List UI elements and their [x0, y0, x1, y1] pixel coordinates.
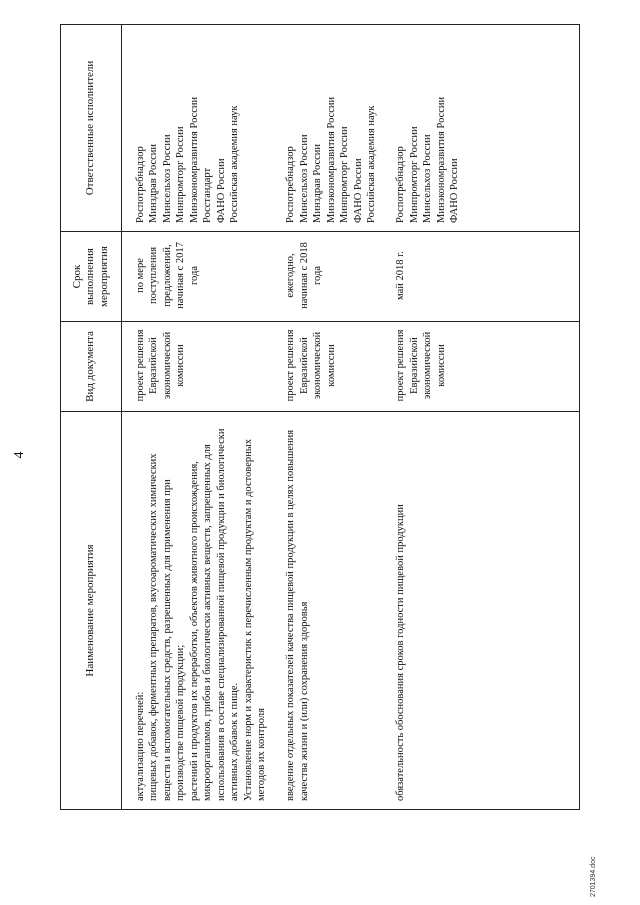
executor: Минсельхоз России [422, 134, 434, 223]
executor: Минпромторг России [339, 126, 351, 223]
header-deadline: Срок выполнения мероприятия [61, 232, 122, 322]
executor: ФАНО России [215, 158, 227, 223]
measure-text: введение отдельных показателей качества пищевой продукции в целях повышения качества жизни и (или) сохранения здоровья [285, 429, 310, 801]
executors-cell [388, 25, 580, 232]
executor: ФАНО России [352, 158, 364, 223]
executors-cell [122, 25, 279, 232]
deadline-cell: по мере поступления предложений, начиная с 2017 года [122, 232, 279, 322]
measure-text: пищевых добавок, ферментных препаратов, вкусоароматических химических веществ и вспомогательных средств, разрешенных для применения при производстве пищевой продукции; [148, 453, 187, 801]
document-type-cell: проект решения Евразийской экономической комиссии [122, 322, 279, 412]
document-type-cell: проект решения Евразийской экономической комиссии [388, 322, 580, 412]
table-header-row [61, 25, 122, 810]
executor: Роспотребнадзор [135, 146, 146, 223]
executor: Минсельхоз России [161, 134, 173, 223]
header-executors: Ответственные исполнители [61, 25, 122, 232]
table-row [278, 25, 388, 810]
measure-name-cell [278, 412, 388, 810]
executor: ФАНО России [449, 158, 461, 223]
executor: Роспотребнадзор [285, 146, 297, 223]
deadline-cell: ежегодно, начиная с 2018 года [278, 232, 388, 322]
executor: Российская академия наук [366, 105, 377, 223]
measure-text: Установление норм и характеристик к перечисленным продуктам и достоверных методов их контроля [242, 438, 267, 801]
executor: Роспотребнадзор [395, 146, 407, 223]
executor: Минэкономразвития России [435, 96, 447, 223]
executor: Минэкономразвития России [325, 96, 337, 223]
deadline-cell: май 2018 г. [388, 232, 580, 322]
measure-name-cell [388, 412, 580, 810]
executor: Российская академия наук [229, 105, 241, 223]
page-number: 4 [12, 451, 27, 459]
executor: Минэкономразвития России [188, 96, 200, 223]
measure-text: актуализацию перечней: [135, 691, 146, 801]
table-row [388, 25, 580, 810]
table-row [122, 25, 279, 810]
executor: Росстандарт [202, 167, 214, 223]
executors-cell [278, 25, 388, 232]
executor: Минсельхоз России [298, 134, 310, 223]
header-document-type: Вид документа [61, 322, 122, 412]
measures-table [60, 24, 580, 810]
executor: Минпромторг России [175, 126, 187, 223]
executor: Минздрав России [148, 143, 160, 223]
measure-text: обязательность обоснования сроков годности пищевой продукции [395, 504, 407, 801]
document-file-id: 2701394.doc [590, 856, 597, 897]
header-measure-name: Наименование мероприятия [61, 412, 122, 810]
measure-name-cell [122, 412, 279, 810]
executor: Минздрав России [312, 143, 324, 223]
document-type-cell: проект решения Евразийской экономической комиссии [278, 322, 388, 412]
executor: Минпромторг России [408, 126, 420, 223]
measure-text: растений и продуктов их переработки, объектов животного происхождения, микроорганизмов, грибов и биологически активных веществ, запрещенных для использования в составе специализированной пищевой продукции и биологически активных добавок к пище. [188, 428, 241, 801]
